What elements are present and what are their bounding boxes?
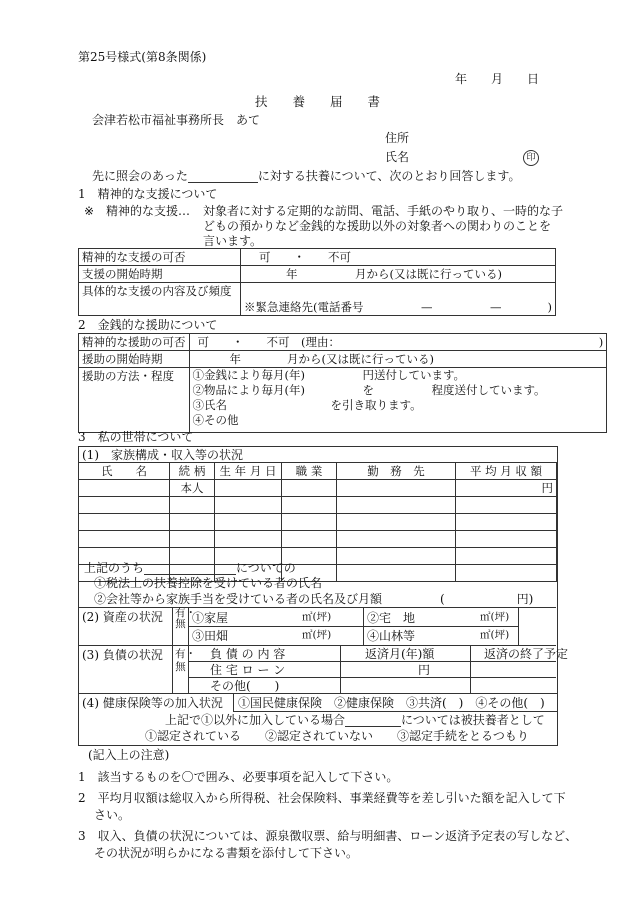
table-row (79, 497, 557, 514)
family-cell[interactable] (215, 531, 282, 548)
asset-land: ②宅 地 (367, 611, 416, 625)
note-mark: ※ (84, 204, 95, 218)
uchi-line (84, 561, 296, 575)
asset-unit: ㎡(坪) (480, 629, 510, 641)
family-cell[interactable] (337, 531, 456, 548)
family-cell[interactable] (337, 565, 456, 582)
emergency-contact[interactable]: ※緊急連絡先(電話番号 — — ) (241, 283, 556, 316)
address-label: 住所 (385, 131, 410, 145)
divider (172, 607, 173, 645)
family-allowance-yen: ( 円) (440, 592, 534, 606)
insurance-line3[interactable]: ①認定されている ②認定されていない ③認定手続をとるつもり (145, 729, 529, 743)
insurance-line2-pre: 上記で①以外に加入している場合 (165, 713, 346, 727)
intro-post: に対する扶養について、次のとおり回答します。 (257, 169, 521, 183)
support-detail-label: 具体的な支援の内容及び頻度 (79, 283, 241, 316)
debt-payment-header: 返済月(年)額 (365, 647, 435, 661)
assistance-table (78, 333, 607, 433)
family-cell[interactable] (282, 480, 337, 497)
assistance-start-value[interactable]: 年 月から(又は既に行っている) (189, 351, 607, 368)
family-cell[interactable] (337, 514, 456, 531)
asset-field: ③田畑 (192, 629, 229, 643)
note-3a: 3 収入、負債の状況については、源泉徴収票、給与明細書、ローン返済予定表の写しなど、 (78, 829, 578, 843)
seal-mark: 印 (523, 150, 539, 166)
assistance-possibility-label: 精神的な援助の可否 (79, 334, 190, 351)
asset-unit: ㎡(坪) (302, 629, 332, 641)
insurance-options[interactable]: ①国民健康保険 ②健康保険 ③共済( ) ④その他( ) (238, 696, 545, 710)
note-line3: 言います。 (203, 234, 263, 248)
family-cell[interactable] (282, 514, 337, 531)
debt-end-header: 返済の終了予定 (484, 647, 569, 661)
section3-heading: 3 私の世帯について (78, 430, 194, 444)
family-cell[interactable] (337, 497, 456, 514)
assistance-method-cell (189, 368, 607, 433)
notes-heading: (記入上の注意) (88, 748, 170, 762)
family-cell[interactable] (79, 514, 170, 531)
col-relation: 続 柄 (170, 463, 215, 480)
support-start-value[interactable]: 年 月から(又は既に行っている) (241, 266, 556, 283)
family-cell[interactable] (337, 480, 456, 497)
tax-dependent-line: ①税法上の扶養控除を受けている者の氏名 (94, 576, 323, 590)
income-yen: 円 (456, 480, 557, 497)
debt-housing-yen: 円 (418, 663, 431, 677)
divider (172, 645, 173, 693)
divider (78, 607, 556, 608)
intro-text (92, 169, 520, 183)
assistance-possibility-value[interactable]: 可 ・ 不可 (理由： ) (189, 334, 607, 351)
method-takein[interactable]: ③氏名 を引き取ります。 (192, 398, 422, 412)
support-possibility-label: 精神的な支援の可否 (79, 249, 241, 266)
section1-heading: 1 精神的な支援について (78, 187, 218, 201)
family-subheading: (1) 家族構成・収入等の状況 (82, 448, 243, 462)
family-cell[interactable] (282, 497, 337, 514)
col-occupation: 職 業 (282, 463, 337, 480)
assistance-start-label: 援助の開始時期 (79, 351, 190, 368)
family-cell[interactable] (456, 548, 557, 565)
method-other[interactable]: ④その他 (192, 413, 239, 427)
addressee: 会津若松市福祉事務所長 あて (92, 113, 261, 127)
debt-label: (3) 負債の状況 (82, 648, 163, 662)
uchi-post: についての (236, 561, 296, 575)
name-label: 氏名 (385, 150, 410, 164)
debt-umu[interactable]: 有・無 (175, 648, 196, 673)
divider (78, 645, 556, 646)
assets-umu[interactable]: 有・無 (175, 607, 196, 630)
asset-unit: ㎡(坪) (302, 611, 332, 623)
family-cell[interactable] (215, 514, 282, 531)
family-cell[interactable] (456, 565, 557, 582)
family-cell[interactable] (215, 480, 282, 497)
note-3b: その状況が明らかになる書類を添付して下さい。 (94, 846, 359, 860)
note-2b: さい。 (94, 808, 131, 822)
support-start-label: 支援の開始時期 (79, 266, 241, 283)
note-2a: 2 平均月収額は総収入から所得税、社会保険料、事業経費等を差し引いた額を記入して下 (78, 791, 566, 805)
method-goods[interactable]: ②物品により毎月(年) を 程度送付しています。 (192, 383, 546, 397)
divider (518, 607, 519, 645)
form-number: 第25号様式(第8条関係) (78, 50, 207, 64)
table-row (79, 480, 557, 497)
table-row (79, 531, 557, 548)
date-line: 年 月 日 (455, 72, 540, 86)
note-line1: 対象者に対する定期的な訪問、電話、手紙のやり取り、一時的な子 (203, 204, 564, 218)
intro-pre: 先に照会のあった (92, 169, 188, 183)
asset-house: ①家屋 (192, 611, 229, 625)
asset-forest: ④山林等 (367, 629, 416, 643)
insurance-label: (4) 健康保険等の加入状況 (82, 696, 223, 710)
document-title: 扶 養 届 書 (255, 94, 381, 109)
divider (188, 626, 518, 627)
insurance-line2 (165, 713, 545, 727)
family-cell[interactable] (456, 497, 557, 514)
debt-housing-loan: 住 宅 ロ ー ン (210, 663, 286, 677)
note-label: 精神的な支援… (106, 204, 191, 218)
family-cell[interactable] (79, 531, 170, 548)
support-table (78, 248, 556, 316)
family-cell[interactable] (170, 497, 215, 514)
family-allowance-line: ②会社等から家族手当を受けている者の氏名及び月額 (94, 592, 383, 606)
reference-blank[interactable] (188, 182, 258, 183)
insurance-line2-post: については被扶養者として (401, 713, 545, 727)
family-cell[interactable] (456, 531, 557, 548)
assistance-method-label: 援助の方法・程度 (79, 368, 190, 433)
debt-content-header: 負 債 の 内 容 (210, 647, 286, 661)
debt-other[interactable]: その他( ) (210, 679, 280, 693)
family-cell[interactable] (215, 497, 282, 514)
divider (470, 645, 471, 693)
support-possibility-value[interactable]: 可 ・ 不可 (241, 249, 556, 266)
family-cell[interactable] (170, 531, 215, 548)
self-relation: 本人 (170, 480, 215, 497)
note-line2: どもの預かりなど金銭的な援助以外の対象者への関わりのことを (203, 219, 552, 233)
divider (340, 645, 341, 693)
section2-heading: 2 金銭的な援助について (78, 318, 218, 332)
insurance-blank[interactable] (345, 726, 401, 727)
assets-label: (2) 資産の状況 (82, 610, 163, 624)
note-1: 1 該当するものを〇で囲み、必要事項を記入して下さい。 (78, 770, 399, 784)
family-cell[interactable] (456, 514, 557, 531)
method-money[interactable]: ①金銭により毎月(年) 円送付しています。 (192, 368, 466, 382)
family-cell[interactable] (79, 480, 170, 497)
col-name: 氏 名 (79, 463, 170, 480)
col-workplace: 勤 務 先 (337, 463, 456, 480)
family-cell[interactable] (282, 531, 337, 548)
family-cell[interactable] (79, 497, 170, 514)
asset-unit: ㎡(坪) (480, 611, 510, 623)
table-row (79, 514, 557, 531)
col-birthdate: 生 年 月 日 (215, 463, 282, 480)
col-income: 平 均 月 収 額 (456, 463, 557, 480)
family-cell[interactable] (337, 548, 456, 565)
uchi-pre: 上記のうち (84, 561, 145, 575)
family-cell[interactable] (170, 514, 215, 531)
